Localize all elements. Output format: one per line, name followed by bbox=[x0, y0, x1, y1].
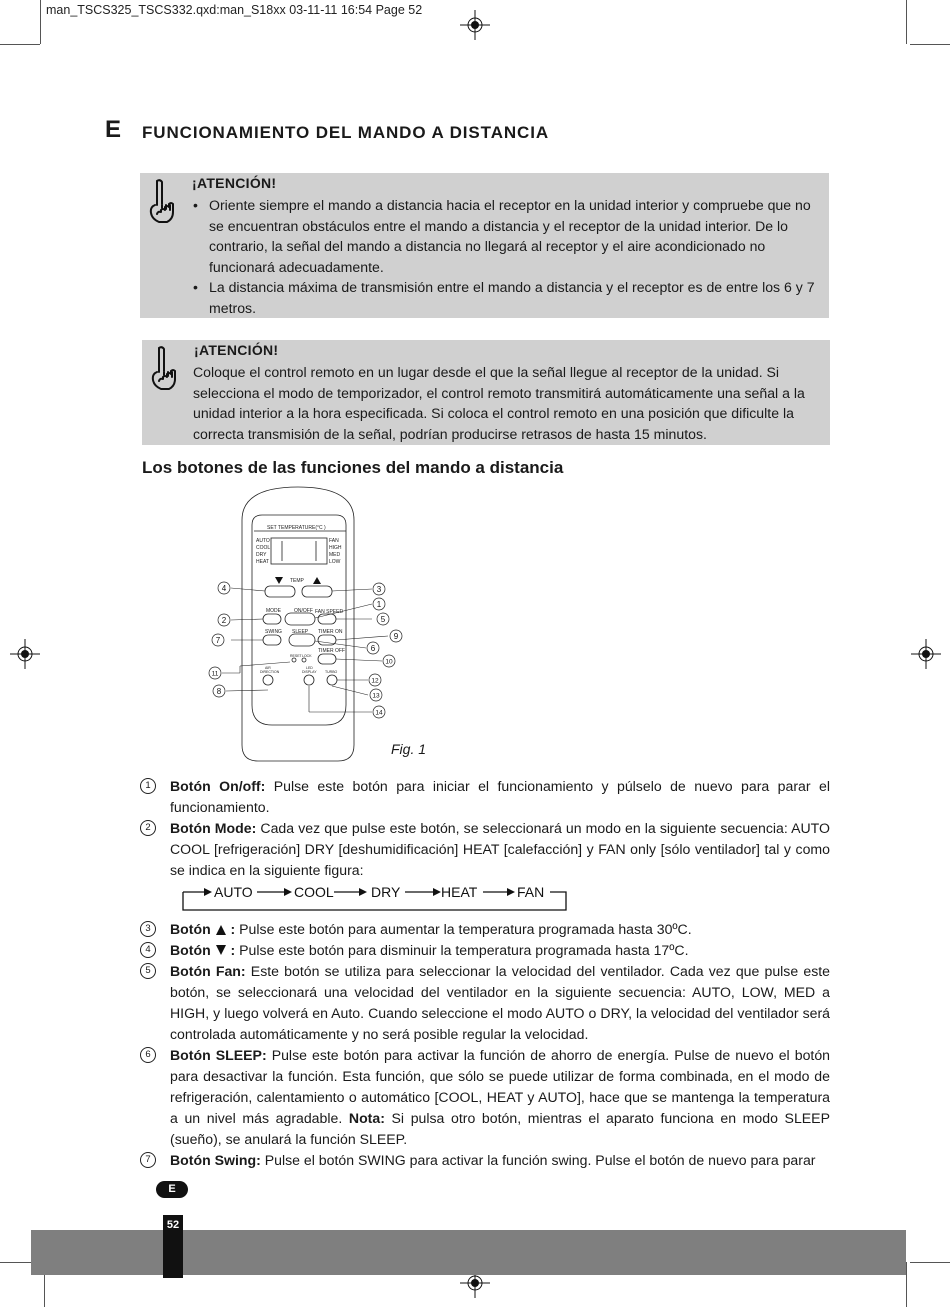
svg-text:4: 4 bbox=[221, 584, 227, 593]
item-number: 4 bbox=[140, 942, 156, 958]
svg-text:10: 10 bbox=[385, 658, 393, 666]
list-item bbox=[140, 1045, 830, 1150]
figure-caption: Fig. 1 bbox=[391, 741, 427, 757]
svg-text:11: 11 bbox=[211, 670, 219, 678]
item-text: Pulse este botón para aumentar la temperatura programada hasta 30ºC. bbox=[235, 921, 692, 937]
set-temperature-label: SET TEMPERATURE(°C ) bbox=[267, 525, 326, 531]
mode-sequence-diagram bbox=[178, 883, 568, 911]
svg-text:TIMER OFF: TIMER OFF bbox=[318, 648, 345, 654]
svg-text:LED: LED bbox=[306, 666, 313, 670]
callout-7 bbox=[212, 634, 224, 646]
onoff-button bbox=[285, 613, 315, 625]
air-direction-button bbox=[263, 675, 273, 685]
crop-mark bbox=[40, 0, 41, 44]
callout-3 bbox=[373, 583, 385, 595]
down-arrow-icon bbox=[275, 577, 283, 584]
attention-box bbox=[142, 340, 830, 445]
pointing-hand-icon bbox=[146, 179, 176, 227]
svg-text:LOW: LOW bbox=[329, 559, 341, 565]
svg-text:AIR: AIR bbox=[265, 666, 271, 670]
svg-text:MED: MED bbox=[329, 552, 341, 558]
svg-text:2: 2 bbox=[221, 616, 227, 625]
registration-mark bbox=[10, 639, 40, 669]
item-label: Botón bbox=[170, 942, 211, 958]
item-text: Pulse el botón SWING para activar la función swing. Pulse el botón de nuevo para parar bbox=[260, 1152, 816, 1168]
callout-5 bbox=[377, 613, 389, 625]
list-item: 4 Botón : Pulse este botón para disminuir la temperatura programada hasta 17ºC. bbox=[140, 940, 830, 961]
note-label: Nota: bbox=[348, 1110, 385, 1126]
item-text: Pulse este botón para activar la función de ahorro de energía. Pulse de nuevo el botón para desactivar la función. Esta función, que sólo se puede utilizar de forma combinada, en el modo de refrigeración, calentamiento o automático [COOL, HEAT y AUTO], hace que se mantenga la temperatura a un nivel más agradable. bbox=[170, 1047, 830, 1126]
sequence-step: COOL bbox=[294, 884, 334, 900]
item-number: 2 bbox=[140, 820, 156, 836]
callout-8 bbox=[213, 685, 225, 697]
item-text: Pulse este botón para iniciar el funcionamiento y púlselo de nuevo para parar el funcionamiento. bbox=[170, 778, 830, 815]
callout-10 bbox=[383, 655, 395, 667]
timer-off-button bbox=[318, 654, 336, 664]
list-item bbox=[140, 961, 830, 1045]
svg-text:7: 7 bbox=[215, 636, 221, 645]
mode-button bbox=[263, 614, 281, 624]
section-title: FUNCIONAMIENTO DEL MANDO A DISTANCIA bbox=[142, 123, 550, 142]
attention-bullet: • Oriente siempre el mando a distancia hacia el receptor en la unidad interior y compruebe que no se encuentran obstáculos entre el mando a distancia y el receptor de la unidad interior. De lo contrario, la señal del mando a distancia no llegará al receptor y el aire acondicionado no funcionará adecuadamente. bbox=[188, 195, 818, 277]
attention-heading: ¡ATENCIÓN! bbox=[194, 342, 279, 358]
sequence-step: HEAT bbox=[441, 884, 478, 900]
svg-text:FAN: FAN bbox=[329, 538, 339, 544]
list-item bbox=[140, 818, 830, 881]
item-number: 7 bbox=[140, 1152, 156, 1168]
temp-label: TEMP bbox=[290, 578, 304, 584]
sleep-button bbox=[289, 634, 315, 646]
svg-text:DRY: DRY bbox=[256, 552, 267, 558]
sequence-step: AUTO bbox=[214, 884, 253, 900]
lock-button bbox=[302, 658, 306, 662]
crop-mark bbox=[910, 1262, 950, 1263]
svg-text:12: 12 bbox=[371, 677, 379, 685]
item-text: Cada vez que pulse este botón, se seleccionará un modo en la siguiente secuencia: AUTO COOL [refrigeración] DRY [deshumidificación] HEAT [calefacción] y FAN only [sólo ventilador] tal y como se indica en la siguiente figura: bbox=[170, 820, 830, 878]
item-label: Botón Swing: bbox=[170, 1152, 261, 1168]
svg-text:LOCK: LOCK bbox=[302, 654, 312, 658]
callout-6 bbox=[367, 642, 379, 654]
svg-text:9: 9 bbox=[393, 632, 399, 641]
item-label: Botón SLEEP: bbox=[170, 1047, 267, 1063]
item-text: Este botón se utiliza para seleccionar la velocidad del ventilador. Cada vez que pulse este botón, se seleccionará una velocidad del ventilador en la siguiente secuencia: AUTO, LOW, MED a HIGH, y luego volverá en Auto. Cuando seleccione el modo AUTO o DRY, la velocidad del ventilador será controlada automáticamente y no será posible regular la velocidad. bbox=[170, 963, 830, 1042]
registration-mark bbox=[460, 10, 490, 40]
svg-text:AUTO: AUTO bbox=[256, 538, 270, 544]
item-label: Botón Fan: bbox=[170, 963, 246, 979]
svg-text:ON/OFF: ON/OFF bbox=[294, 608, 313, 614]
list-item: 3 Botón : Pulse este botón para aumentar la temperatura programada hasta 30ºC. bbox=[140, 919, 830, 940]
remote-control-figure bbox=[205, 485, 410, 765]
item-label: Botón Mode: bbox=[170, 820, 257, 836]
svg-text:3: 3 bbox=[376, 585, 382, 594]
attention-heading: ¡ATENCIÓN! bbox=[192, 175, 277, 191]
crop-mark bbox=[906, 0, 907, 44]
page-number: 52 bbox=[166, 1219, 180, 1231]
item-text: Pulse este botón para disminuir la temperatura programada hasta 17ºC. bbox=[235, 942, 689, 958]
section-letter: E bbox=[105, 116, 122, 143]
svg-text:14: 14 bbox=[375, 709, 383, 717]
svg-text:FAN SPEED: FAN SPEED bbox=[315, 609, 344, 615]
swing-button bbox=[263, 635, 281, 645]
callout-11 bbox=[209, 667, 221, 679]
callout-12 bbox=[369, 674, 381, 686]
remote-display bbox=[271, 538, 327, 564]
language-badge: E bbox=[156, 1181, 188, 1198]
attention-list bbox=[188, 195, 818, 319]
attention-bullet: • La distancia máxima de transmisión entre el mando a distancia y el receptor es de entre los 6 y 7 metros. bbox=[188, 277, 818, 318]
up-triangle-icon bbox=[216, 925, 226, 935]
down-triangle-icon bbox=[216, 945, 226, 955]
turbo-button bbox=[327, 675, 337, 685]
svg-text:6: 6 bbox=[370, 644, 376, 653]
svg-text:MODE: MODE bbox=[266, 608, 281, 614]
crop-mark bbox=[0, 44, 40, 45]
section-subheading: Los botones de las funciones del mando a distancia bbox=[142, 458, 564, 477]
up-arrow-icon bbox=[313, 577, 321, 584]
item-number: 5 bbox=[140, 963, 156, 979]
reset-button bbox=[292, 658, 296, 662]
svg-text:13: 13 bbox=[372, 692, 380, 700]
temp-up-button bbox=[302, 586, 332, 597]
registration-mark bbox=[911, 639, 941, 669]
svg-text:HEAT: HEAT bbox=[256, 559, 269, 565]
callout-13 bbox=[370, 689, 382, 701]
svg-text:TIMER ON: TIMER ON bbox=[318, 629, 343, 635]
callout-4 bbox=[218, 582, 230, 594]
callout-9 bbox=[390, 630, 402, 642]
svg-text:TURBO: TURBO bbox=[325, 670, 338, 674]
fan-speed-button bbox=[318, 614, 336, 624]
crop-mark bbox=[906, 1262, 907, 1307]
svg-text:HIGH: HIGH bbox=[329, 545, 342, 551]
temp-down-button bbox=[265, 586, 295, 597]
item-number: 6 bbox=[140, 1047, 156, 1063]
attention-text: Coloque el control remoto en un lugar desde el que la señal llegue al receptor de la unidad. Si selecciona el modo de temporizador, el control remoto transmitirá automáticamente una señal a la unidad interior a la hora especificada. Si coloca el control remoto en una posición que dificulte la correcta transmisión de la señal, podrían producirse retrasos de hasta 15 minutos. bbox=[193, 364, 805, 442]
svg-text:DISPLAY: DISPLAY bbox=[302, 670, 317, 674]
svg-text:1: 1 bbox=[376, 600, 382, 609]
attention-box bbox=[140, 173, 829, 318]
svg-text:8: 8 bbox=[216, 687, 222, 696]
note-text: Si pulsa otro botón, mientras el aparato funciona en modo SLEEP (sueño), se anulará la función SLEEP. bbox=[170, 1110, 830, 1147]
svg-text:DIRECTION: DIRECTION bbox=[260, 670, 280, 674]
svg-text:COOL: COOL bbox=[256, 545, 271, 551]
svg-text:RESET: RESET bbox=[290, 654, 302, 658]
item-label: Botón bbox=[170, 921, 211, 937]
button-description-list bbox=[140, 776, 830, 1171]
sequence-step: DRY bbox=[371, 884, 401, 900]
crop-mark bbox=[910, 44, 950, 45]
item-number: 1 bbox=[140, 778, 156, 794]
print-slug: man_TSCS325_TSCS332.qxd:man_S18xx 03-11-11 16:54 Page 52 bbox=[46, 3, 423, 17]
pointing-hand-icon bbox=[148, 346, 178, 394]
list-item bbox=[140, 776, 830, 818]
led-display-button bbox=[304, 675, 314, 685]
item-label: Botón On/off: bbox=[170, 778, 266, 794]
svg-text:5: 5 bbox=[380, 615, 386, 624]
svg-text:SLEEP: SLEEP bbox=[292, 629, 309, 635]
callout-2 bbox=[218, 614, 230, 626]
callout-1 bbox=[373, 598, 385, 610]
list-item bbox=[140, 1150, 830, 1171]
svg-text:SWING: SWING bbox=[265, 629, 282, 635]
sequence-step: FAN bbox=[517, 884, 545, 900]
callout-14 bbox=[373, 706, 385, 718]
item-number: 3 bbox=[140, 921, 156, 937]
